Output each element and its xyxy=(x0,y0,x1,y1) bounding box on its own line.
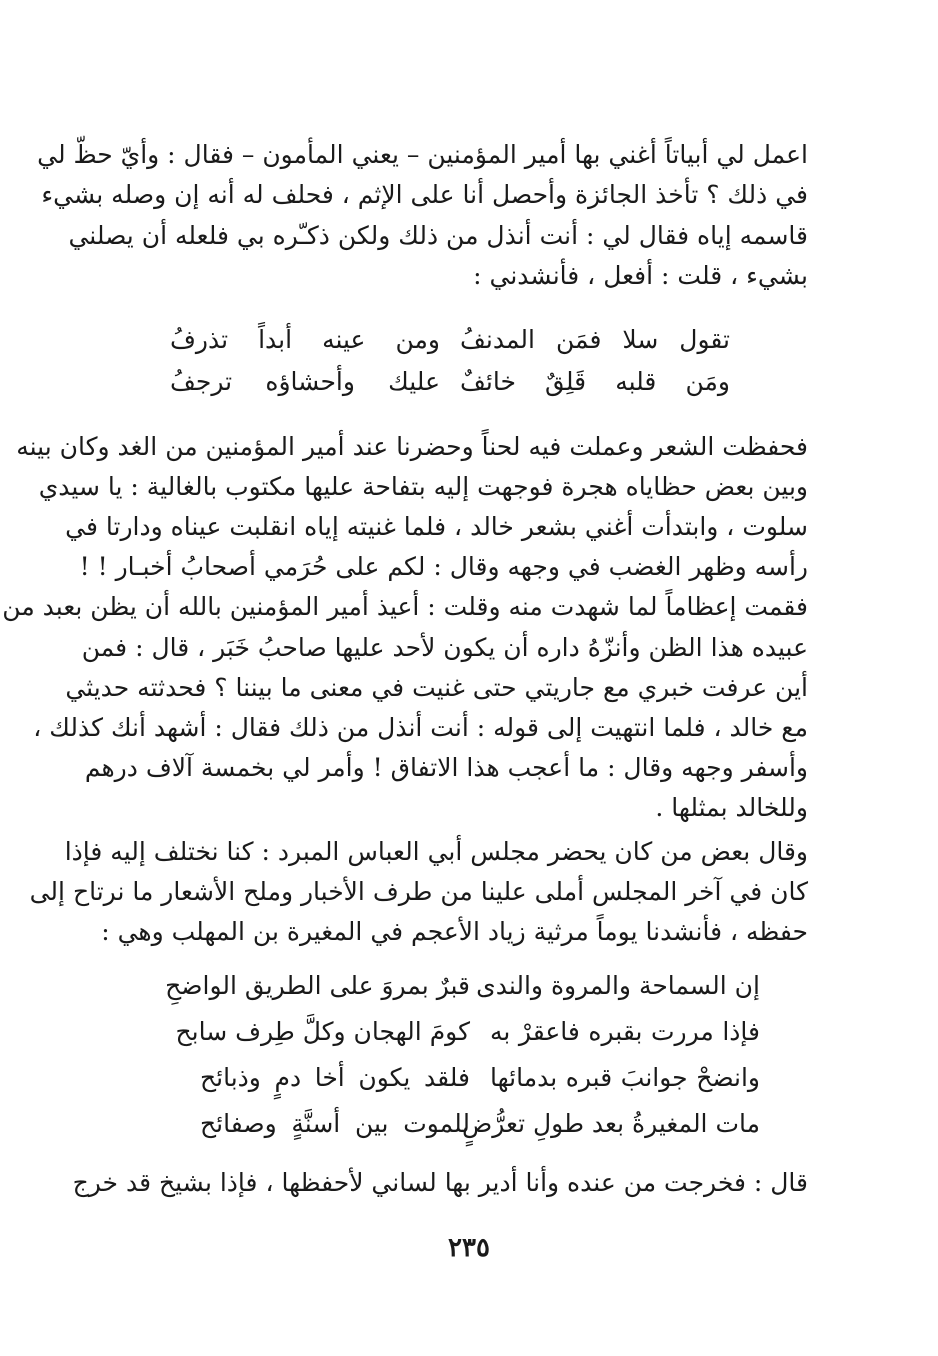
text-line: قال : فخرجت من عنده وأنا أدير بها لساني لأحفظها ، فإذا بشيخ قد خرج xyxy=(72,1168,808,1197)
verse-second-hemistich: عليك وأحشاؤه ترجفُ xyxy=(170,367,440,396)
verse-first-hemistich: مات المغيرةُ بعد طولِ تعرُّضٍ xyxy=(462,1109,760,1138)
poem-verse xyxy=(175,1012,760,1052)
text-line: أين عرفت خبري مع جاريتي حتى غنيت في معنى ما بيننا ؟ فحدثته حديثي xyxy=(65,673,808,702)
verse-second-hemistich: فلقد يكون أخا دمٍ وذبائح xyxy=(200,1063,470,1092)
verse-second-hemistich: كومَ الهجان وكلَّ طِرف سابح xyxy=(175,1017,470,1046)
verse-first-hemistich: وانضحْ جوانبَ قبره بدمائها xyxy=(490,1063,760,1092)
text-line: بشيء ، قلت : أفعل ، فأنشدني : xyxy=(473,261,808,290)
text-line: في ذلك ؟ تأخذ الجائزة وأحصل أنا على الإثم ، فحلف له أنه إن وصله بشيء xyxy=(41,180,808,209)
poem-verse xyxy=(170,362,730,402)
text-line: عبيده هذا الظن وأنزّهُ داره أن يكون لأحد عليها صاحبُ خَبَر ، قال : فمن xyxy=(81,633,808,662)
verse-second-hemistich: ومن عينه أبداً تذرفُ xyxy=(170,325,440,354)
text-line: اعمل لي أبياتاً أغني بها أمير المؤمنين – يعني المأمون – فقال : وأيّ حظّ لي xyxy=(37,140,808,169)
verse-first-hemistich: فإذا مررت بقبره فاعقرْ به xyxy=(490,1017,760,1046)
text-line: وبين بعض حظاياه هجرة فوجهت إليه بتفاحة عليها مكتوب بالغالية : يا سيدي xyxy=(38,472,808,501)
poem-verse xyxy=(180,1104,760,1144)
verse-first-hemistich: إن السماحة والمروة والندى xyxy=(476,971,760,1000)
text-line: قاسمه إياه فقال لي : أنت أنذل من ذلك ولكن ذكـّره بي فلعله أن يصلني xyxy=(68,221,808,250)
verse-first-hemistich: ومَن قلبه قَلِقٌ خائفٌ xyxy=(460,367,730,396)
text-line: رأسه وظهر الغضب في وجهه وقال : لكم على حُرَمي أصحابُ أخبـار ! ! xyxy=(79,552,808,581)
text-line: وقال بعض من كان يحضر مجلس أبي العباس المبرد : كنا نختلف إليه فإذا xyxy=(64,837,808,866)
page-number: ٢٣٥ xyxy=(448,1233,490,1263)
text-line: سلوت ، وابتدأت أغني بشعر خالد ، فلما غنيته إياه انقلبت عيناه ودارتا في xyxy=(65,512,808,541)
text-line: فقمت إعظاماً لما شهدت منه وقلت : أعيذ أمير المؤمنين بالله أن يظن بعبد من xyxy=(2,592,808,621)
text-line: وأسفر وجهه وقال : ما أعجب هذا الاتفاق ! وأمر لي بخمسة آلاف درهم xyxy=(84,753,808,782)
text-line: كان في آخر المجلس أملى علينا من طرف الأخبار وملح الأشعار ما نرتاح إلى xyxy=(29,877,808,906)
poem-verse xyxy=(170,320,730,360)
verse-second-hemistich: للموت بين أسنَّةٍ وصفائح xyxy=(200,1109,470,1138)
text-line: مع خالد ، فلما انتهيت إلى قوله : أنت أنذل من ذلك فقال : أشهد أنك كذلك ، xyxy=(33,713,808,742)
text-line: فحفظت الشعر وعملت فيه لحناً وحضرنا عند أمير المؤمنين من الغد وكان بينه xyxy=(16,432,808,461)
verse-first-hemistich: تقول سلا فمَن المدنفُ xyxy=(460,325,730,354)
poem-verse xyxy=(180,1058,760,1098)
poem-verse xyxy=(165,966,760,1006)
verse-second-hemistich: قبرٌ بمروَ على الطريق الواضحِ xyxy=(165,971,470,1000)
text-line: حفظه ، فأنشدنا يوماً مرثية زياد الأعجم في المغيرة بن المهلب وهي : xyxy=(101,917,808,946)
text-line: وللخالد بمثلها . xyxy=(655,793,808,822)
